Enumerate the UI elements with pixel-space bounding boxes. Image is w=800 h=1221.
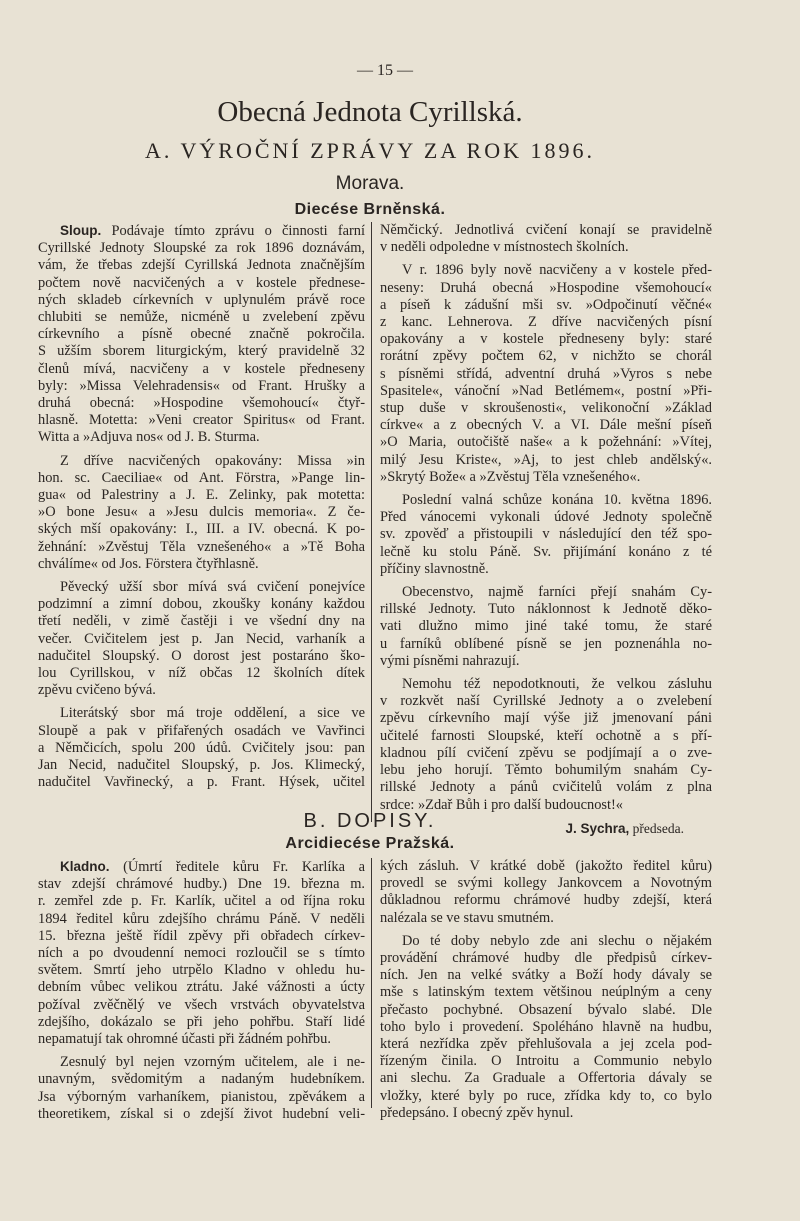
text-line: nadučitel Sloupský. O dorost jest postaráno ško- [38,647,365,664]
text-line: vými písněmi nahrazují. [380,652,520,669]
text-line: lebu jeho horují. Těmto bohumilým snahám Cy- [380,762,712,779]
text-line: zpěvu církevního mají výše již jmenovaní páni [380,710,712,727]
text-line: byly: »Missa Velehradensis« od Frant. Hrušky a [38,377,365,394]
text-line: členů mívá, nacvičeny a v kostele předneseny [38,360,365,377]
section-a-left-column [38,222,365,798]
text-line: ných skladeb církevních v uplynulém právě roce [38,291,365,308]
page-title: Obecná Jednota Cyrillská. [217,96,523,128]
paragraph [380,492,712,578]
text-line: 15. března ještě řídil zpěvy při obřadech církev- [38,927,365,944]
text-line: Sloupě a pak v přifařených osadách ve Vavřinci [38,722,365,739]
text-line: předepsáno. I obecný zpěv hynul. [380,1104,574,1121]
text-line: která nezřídka zpěv přehlušovala a jej zcela pod- [380,1036,712,1053]
text-line: zdejšího, dokázalo se při jeho pohřbu. Staří lidé [38,1013,365,1030]
text-line: Jan Necid, nadučitel Sloupský, p. Jos. Klimecký, [38,757,365,774]
text-line: světem. Smrtí jeho utrpělo Kladno v ohledu hu- [38,962,365,979]
text-line [38,222,365,240]
text-line: církevního a písně obecné značně pokročila. [38,326,365,343]
section-a-heading: A. VÝROČNÍ ZPRÁVY ZA ROK 1896. [145,138,595,163]
page-number: — 15 — [357,62,413,79]
text-line: gua« od Palestriny a J. E. Zelinky, pak motetta: [38,487,365,504]
text-line: hlasně. Motetta: »Veni creator Spiritus« od Frant. [38,412,365,429]
text-line: chlubiti se nemůže, nicméně u zvelebení zpěvu [38,309,365,326]
paragraph-lead: Sloup. [60,223,102,238]
text-line: theoretikem, získal si o zdejší život hudební veli- [38,1105,365,1122]
text-line: církve« a z obecných V. a VI. Dále mešní píseň [380,417,712,434]
text-line: stav zdejší chrámové hudby.) Dne 19. března m. [38,876,365,893]
text-line: r. zemřel zde p. Fr. Karlík, učitel a od října roku [38,893,365,910]
text-line: Cyrillské Jednoty Sloupské za rok 1896 doznávám, [38,240,365,257]
paragraph [38,858,365,1048]
text-line: a Němčicích, spolu 200 údů. Cvičitely jsou: pan [38,739,365,756]
text-line: hon. sc. Caeciliae« od Ant. Förstra, »Pange lin- [38,469,365,486]
text-line: debním vůbec velikou ztrátu. Jaké vážnosti a úcty [38,979,365,996]
paragraph [38,579,365,699]
region-heading: Morava. [335,173,405,194]
text-line: kladnou pílí cvičení zpěvu se podjímají a o zve- [380,744,712,761]
text-line: »O bone Jesu« a »Jesu dulcis memoria«. Z če- [38,504,365,521]
paragraph [380,584,712,670]
text-line: nadučitel Vavřinecký, a p. Frant. Hýsek, učitel [38,774,365,791]
text-line: žehnání: »Zvěstuj Těla vznešeného« a »Tě Boha [38,538,365,555]
text-line: sv. zpověď a přistoupili v následující den též spo- [380,526,712,543]
text-line: zpěvu cvičeno bývá. [38,682,156,699]
text-line: mše s latinským textem většinou neúplným a ceny [380,984,712,1001]
text-line: v rozkvět naší Cyrillské Jednoty a o zvelebení [380,693,712,710]
text-line: Literátský sbor má troje oddělení, a sice ve [60,705,365,722]
text-line: druhá obecná: »Hospodine všemohoucí« čtyř- [38,395,365,412]
text-line: chválíme« od Jos. Förstera čtyřhlasně. [38,555,259,572]
section-a-right-column [380,222,712,837]
text-line: unavným, svědomitým a nadaným hudebníkem. [38,1071,365,1088]
text-line: stup duše v skroušenosti«, velikonoční »Základ [380,400,712,417]
text-line: v neděli odpoledne v místnostech školních. [380,239,629,256]
text-line: rorátní zpěvy počtem 62, v nichžto se chorál [380,348,712,365]
text-line: Pěvecký užší sbor mívá svá cvičení ponejvíce [60,579,365,596]
text-line: rillské Jednoty. Tuto náklonnost k Jednotě děko- [380,601,712,618]
text-line: vám, že třebas zdejší Cyrillská Jednota značnějším [38,257,365,274]
paragraph [380,858,712,927]
text-line: Poslední valná schůze konána 10. května 1896. [402,492,712,509]
text-line: 1894 ředitel kůru zdejšího chrámu Páně. V neděli [38,910,365,927]
text-line: provádění chrámové hudby dle předpisů církev- [380,950,712,967]
text-line: »Skrytý Bože« a »Zvěstuj Těla vznešeného«. [380,468,641,485]
text-line: z kanc. Lehnerova. Z dříve nacvičených písní [380,314,712,331]
signature-role: předseda. [632,820,684,836]
line-text: Podávaje tímto zprávu o činnosti farní [111,223,365,239]
text-line: u farníků oblíbené písně se jen poznenáhla no- [380,635,712,652]
text-line: toho bylo i provedení. Spoléháno hlavně na hudbu, [380,1018,712,1035]
text-line: Zesnulý byl nejen vzorným učitelem, ale i ne- [60,1054,365,1071]
text-line: provedl se svými kollegy Jankovcem a Novotným [380,875,712,892]
text-line: nepamatují tak ohromné účasti při žádném pohřbu. [38,1031,331,1048]
text-line: počtem nově nacvičených a v kostele přednese- [38,274,365,291]
diocese-prague-heading: Arcidiecése Pražská. [285,835,455,852]
diocese-brno-heading: Diecése Brněnská. [294,201,446,218]
paragraph [380,676,712,814]
text-line: s písněmi střídá, adventní druhá »Vyros s nebe [380,365,712,382]
text-line [38,858,365,876]
text-line: večer. Cvičitelem jest p. Jan Necid, varhaník a [38,630,365,647]
paragraph-lead: Kladno. [60,859,110,874]
signature-name: J. Sychra, [565,820,630,836]
text-line: Němčický. Jednotlivá cvičení konají se pravidelně [380,222,712,238]
text-line: Z dříve nacvičených opakovány: Missa »in [60,452,365,469]
text-line: ních. Jen na velké svátky a Boží hody dávaly se [380,967,712,984]
column-divider [371,858,372,1108]
line-text: (Úmrtí ředitele kůru Fr. Karlíka a [123,859,365,875]
text-line: Obecenstvo, najmě farníci přejí snahám Cy- [402,584,712,601]
text-line: »O Maria, outočiště naše« a k požehnání: »Vítej, [380,434,712,451]
text-line: milý Jesu Kriste«, »Aj, to jest chleb andělský«. [380,451,712,468]
section-b-right-column [380,858,712,1128]
text-line: přečasto pochybné. Obsazení bývalo slabé. Dle [380,1001,712,1018]
paragraph [38,705,365,791]
text-line: Před vánocemi vykonali údové Jednoty společně [380,509,712,526]
text-line: S užším sborem liturgickým, který pravidelně 32 [38,343,365,360]
text-line: kých zásluh. V krátké době (jakožto ředitel kůru) [380,858,712,874]
text-line: Witta a »Adjuva nos« od J. B. Sturma. [38,429,260,446]
text-line: a píseň k zádušní mši sv. »Odpočinutí věčné« [380,296,712,313]
text-line: řízeným činila. O Introitu a Communio nebylo [380,1053,712,1070]
paragraph [38,1054,365,1123]
section-b-left-column [38,858,365,1129]
text-line: Do té doby nebylo zde ani slechu o nějakém [402,932,712,949]
text-line: ských mší opakovány: I., III. a IV. obecná. K po- [38,521,365,538]
paragraph [380,222,712,256]
text-line: lečně ku stolu Páně. Sv. přijímání konáno z té [380,543,712,560]
text-line: nalézala se ve stavu smutném. [380,909,554,926]
text-line: Nemohu též nepodotknouti, že velkou zásluhu [402,676,712,693]
text-line: příčiny slavnostně. [380,560,489,577]
text-line: podzimní a zimní dobou, zkoušky konány každou [38,596,365,613]
text-line: V r. 1896 byly nově nacvičeny a v kostele před- [402,262,712,279]
paragraph [38,222,365,447]
text-line: učitelé farnosti Sloupské, kteří ochotně a s pří- [380,727,712,744]
paragraph [38,453,365,573]
section-b-heading: B. DOPISY. [303,810,437,832]
text-line: Jsa výborným varhaníkem, pianistou, zpěvákem a [38,1088,365,1105]
text-line: ani slechu. Za Graduale a Offertoria dávaly se [380,1070,712,1087]
text-line: požíval zvěčnělý ve všech vrstvách obyvatelstva [38,996,365,1013]
text-line: lou Cyrillskou, v níž občas 12 školních dítek [38,665,365,682]
text-line: rillské Jednoty a pánů cvičitelů volám z plna [380,779,712,796]
text-line: srdce: »Zdař Bůh i pro další budoucnost!« [380,796,623,813]
text-line: opakovány a v kostele předneseny byly: staré [380,331,712,348]
text-line: vložky, které byly po ruce, zřídka kdy to, co bylo [380,1087,712,1104]
paragraph [380,933,712,1122]
text-line: vati dlužno mimo jiné také tomu, že staré [380,618,712,635]
paragraph [380,262,712,486]
text-line: neseny: Druhá obecná »Hospodine všemohoucí« [380,279,712,296]
text-line: třetí neděli, v zimě častěji i ve všední dny na [38,613,365,630]
text-line: důkladnou reformu chrámové hudby zdejší, která [380,892,712,909]
text-line: ních a po dvoudenní nemoci rozloučil se s tímto [38,945,365,962]
text-line: Spasitele«, vánoční »Nad Betlémem«, postní »Při- [380,382,712,399]
column-divider [371,222,372,822]
